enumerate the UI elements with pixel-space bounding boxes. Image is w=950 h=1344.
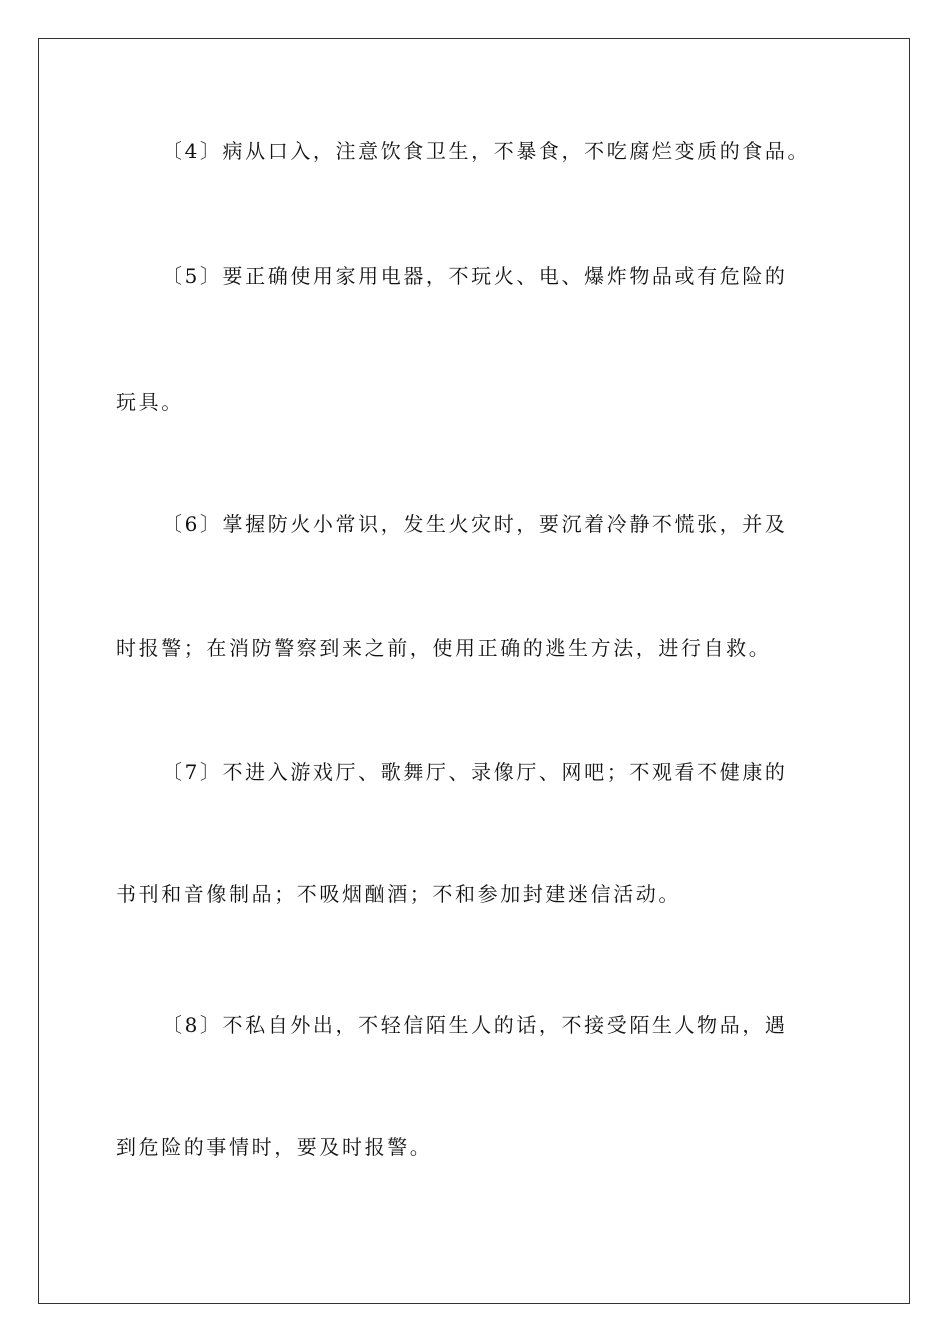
item-8-line-1: 〔8〕不私自外出，不轻信陌生人的话，不接受陌生人物品，遇 [162, 1013, 788, 1037]
item-7-line-1: 〔7〕不进入游戏厅、歌舞厅、录像厅、网吧；不观看不健康的 [162, 760, 788, 784]
item-6-line-2: 时报警；在消防警察到来之前，使用正确的逃生方法，进行自救。 [116, 636, 772, 660]
item-5-line-2: 玩具。 [116, 390, 184, 414]
item-6-line-1: 〔6〕掌握防火小常识，发生火灾时，要沉着冷静不慌张，并及 [162, 512, 788, 536]
item-8-line-2: 到危险的事情时，要及时报警。 [116, 1135, 433, 1159]
item-7-line-2: 书刊和音像制品；不吸烟酗酒；不和参加封建迷信活动。 [116, 882, 681, 906]
page-border [38, 38, 910, 1304]
item-5-line-1: 〔5〕要正确使用家用电器，不玩火、电、爆炸物品或有危险的 [162, 264, 788, 288]
item-4-line-1: 〔4〕病从口入，注意饮食卫生，不暴食，不吃腐烂变质的食品。 [162, 139, 811, 163]
